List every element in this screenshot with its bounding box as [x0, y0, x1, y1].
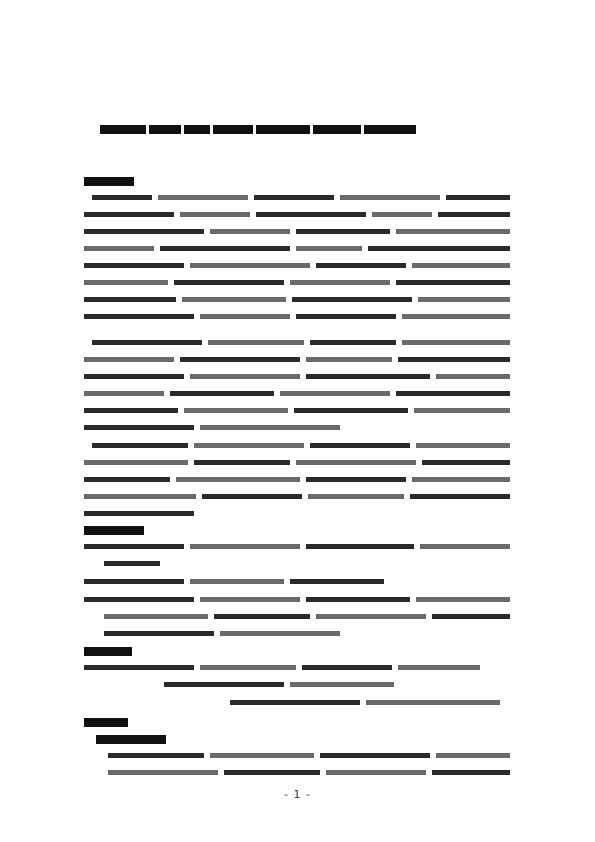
paragraph-line-illegible [92, 195, 510, 200]
page-number: - 1 - [284, 788, 311, 801]
paragraph-line-illegible [84, 280, 510, 285]
section-heading-illegible [84, 526, 144, 535]
paragraph-line-illegible [92, 443, 510, 448]
list-item-line-illegible [84, 544, 510, 549]
paragraph-line-illegible [84, 494, 510, 499]
list-item-line-illegible [104, 561, 160, 566]
paragraph-line-illegible [92, 340, 510, 345]
paragraph-line-illegible [108, 753, 510, 758]
list-item-line-illegible [104, 631, 340, 636]
list-item-line-illegible [104, 614, 510, 619]
paragraph-line-illegible [84, 229, 510, 234]
paragraph-line-illegible [84, 357, 510, 362]
section-heading-illegible [84, 718, 128, 727]
list-item-line-illegible [84, 597, 510, 602]
reference-line-illegible [164, 682, 394, 687]
list-item-line-illegible [84, 579, 384, 584]
paragraph-line-illegible [84, 477, 510, 482]
paragraph-line-illegible [84, 212, 510, 217]
subsection-heading-illegible [96, 735, 166, 744]
paragraph-line-illegible [84, 246, 510, 251]
section-heading-illegible [84, 647, 132, 656]
paragraph-line-illegible [84, 297, 510, 302]
reference-line-illegible [230, 700, 500, 705]
paragraph-line-illegible [84, 511, 194, 516]
document-title-illegible [100, 122, 500, 136]
section-heading-illegible [84, 177, 134, 186]
paragraph-line-illegible [84, 391, 510, 396]
paragraph-line-illegible [84, 460, 510, 465]
paragraph-line-illegible [84, 425, 340, 430]
reference-line-illegible [84, 665, 480, 670]
paragraph-line-illegible [108, 770, 510, 775]
paragraph-line-illegible [84, 408, 510, 413]
paragraph-line-illegible [84, 314, 510, 319]
paragraph-line-illegible [84, 263, 510, 268]
paragraph-line-illegible [84, 374, 510, 379]
